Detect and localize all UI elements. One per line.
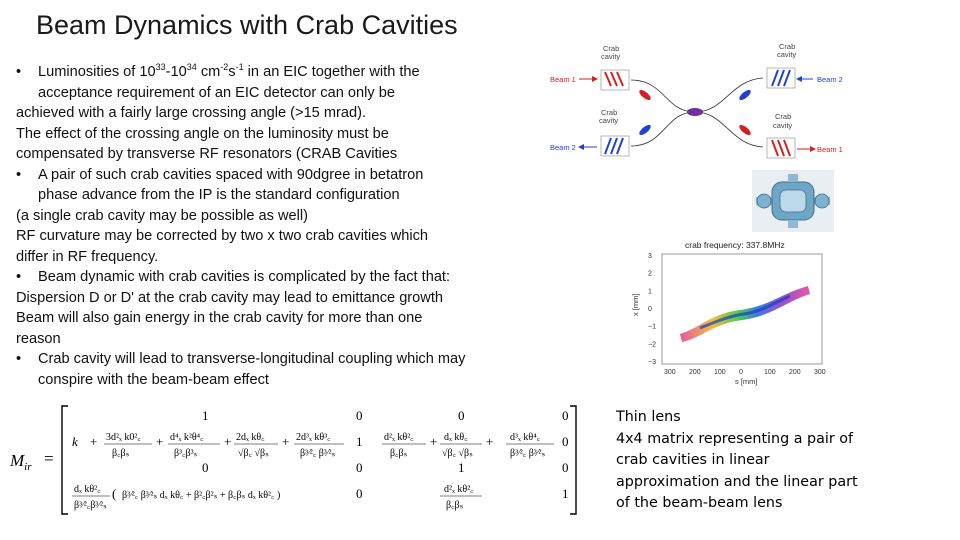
bunch-tl-c xyxy=(617,72,623,86)
svg-text:(: ( xyxy=(112,486,117,501)
svg-text:β³⁄²꜀ β³⁄²ₛ: β³⁄²꜀ β³⁄²ₛ xyxy=(300,448,336,459)
svg-text:+: + xyxy=(430,434,438,449)
bunch-incoming-1 xyxy=(638,88,653,102)
svg-text:+: + xyxy=(90,434,98,449)
svg-text:β³꜀β³ₛ: β³꜀β³ₛ xyxy=(174,448,198,459)
bunch-bl-a xyxy=(605,138,611,154)
matrix-row-3 xyxy=(202,460,569,475)
svg-text:0: 0 xyxy=(356,408,363,423)
beam1-label-left: Beam 1 xyxy=(550,75,576,84)
x-tick-labels xyxy=(664,369,826,376)
svg-text:0: 0 xyxy=(562,408,569,423)
bunch-incoming-2 xyxy=(638,123,653,137)
svg-text:k: k xyxy=(72,434,78,449)
matrix-row-4 xyxy=(72,484,569,511)
page-title: Beam Dynamics with Crab Cavities xyxy=(36,10,458,40)
y-tick-label: 0 xyxy=(648,306,652,313)
bullet-crab-pair: • A pair of such crab cavities spaced with 90dgree in betatron xyxy=(16,166,424,183)
cavity-label-tl: cavity xyxy=(601,52,621,61)
bracket-left xyxy=(62,406,68,514)
bullet-dot: • xyxy=(16,64,22,80)
bunch-tr-b xyxy=(778,70,784,86)
plot-frame xyxy=(662,254,822,364)
crab-cavity-photo xyxy=(752,170,834,232)
svg-text:β³⁄²꜀β³⁄²ₛ: β³⁄²꜀β³⁄²ₛ xyxy=(74,500,107,511)
crab-label-tr: Crab xyxy=(779,42,796,51)
svg-text:dₓ kθ꜀: dₓ kθ꜀ xyxy=(444,432,468,443)
note-line: 4x4 matrix representing a pair of xyxy=(616,430,854,447)
svg-text:1: 1 xyxy=(202,408,209,423)
svg-text:β꜀βₛ: β꜀βₛ xyxy=(390,448,408,459)
x-tick-label: 300 xyxy=(664,369,676,376)
bunch-br-b xyxy=(778,140,784,156)
cavity-label-tr: cavity xyxy=(777,50,797,59)
crab-cavity-matrix xyxy=(6,400,582,518)
text-line: The effect of the crossing angle on the luminosity must be xyxy=(16,125,389,142)
interaction-point-bunch xyxy=(687,108,703,116)
y-tick-label: 3 xyxy=(648,253,652,260)
bullet-luminosity: • Luminosities of $10^{33}-10^{34}$ $cm^{-2}s^{-1}$ in an EIC together with the xyxy=(16,62,556,83)
svg-text:√β꜀ √βₛ: √β꜀ √βₛ xyxy=(238,448,269,459)
svg-text:+: + xyxy=(224,434,232,449)
bunch-outgoing-1 xyxy=(738,123,753,137)
text-line: differ in RF frequency. xyxy=(16,248,159,265)
plot-title: crab frequency: 337.8MHz xyxy=(685,240,785,250)
y-tick-label: 1 xyxy=(648,288,652,296)
svg-text:+: + xyxy=(282,434,290,449)
note-line: of the beam-beam lens xyxy=(616,495,783,511)
bunch-tr-a xyxy=(784,70,790,86)
crab-frequency-plot xyxy=(631,236,840,386)
text-line: phase advance from the IP is the standard configuration xyxy=(38,187,400,203)
x-tick-label: 100 xyxy=(714,369,726,376)
svg-text:1: 1 xyxy=(458,460,465,475)
svg-text:1: 1 xyxy=(356,434,363,449)
bunch-br-a xyxy=(772,140,778,156)
svg-text:+: + xyxy=(156,434,164,449)
svg-text:0: 0 xyxy=(562,434,569,449)
matrix-row-1 xyxy=(202,408,569,423)
svg-text:d²ₓ kθ²꜀: d²ₓ kθ²꜀ xyxy=(384,432,414,443)
crab-label-bl: Crab xyxy=(601,108,618,117)
plot-ylabel: x [mm] xyxy=(631,293,640,316)
y-tick-label: −2 xyxy=(648,341,656,349)
note-line: crab cavities in linear xyxy=(616,452,770,468)
bunch-outgoing-2 xyxy=(738,88,753,102)
svg-text:0: 0 xyxy=(458,408,465,423)
body-text xyxy=(16,62,556,390)
y-tick-label: −1 xyxy=(648,323,656,331)
crab-label-br: Crab xyxy=(775,112,792,121)
x-tick-label: 100 xyxy=(764,369,776,376)
cavity-label-bl: cavity xyxy=(599,116,619,125)
x-tick-label: 200 xyxy=(789,369,801,376)
text-line: conspire with the beam-beam effect xyxy=(38,371,269,388)
svg-text:√β꜀ √βₛ: √β꜀ √βₛ xyxy=(442,448,473,459)
beam2-label-left: Beam 2 xyxy=(550,143,576,152)
svg-text:dₓ kθ²꜀: dₓ kθ²꜀ xyxy=(74,484,101,495)
text-line: achieved with a fairly large crossing angle (>15 mrad). xyxy=(16,105,367,121)
plot-xlabel: s [mm] xyxy=(735,377,758,386)
svg-text:d²ₓ kθ²꜀: d²ₓ kθ²꜀ xyxy=(444,484,474,495)
beam1-label-right: Beam 1 xyxy=(817,145,843,154)
crab-label-tl: Crab xyxy=(603,44,620,53)
svg-text:0: 0 xyxy=(202,460,209,475)
bracket-right xyxy=(570,406,576,514)
bunch-tr-c xyxy=(772,70,778,86)
y-tick-labels xyxy=(648,253,656,366)
svg-text:d⁴ₓ k²θ⁴꜀: d⁴ₓ k²θ⁴꜀ xyxy=(170,432,204,443)
svg-text:3d²ₓ k0²꜀: 3d²ₓ k0²꜀ xyxy=(106,432,141,443)
bullet-coupling: • Crab cavity will lead to transverse-longitudinal coupling which may xyxy=(16,351,466,367)
x-tick-label: 300 xyxy=(814,369,826,376)
beam2-label-right: Beam 2 xyxy=(817,75,843,84)
bullet-beam-dynamic: • Beam dynamic with crab cavities is complicated by the fact that: xyxy=(16,269,451,285)
note-line: approximation and the linear part xyxy=(616,473,858,490)
x-tick-label: 0 xyxy=(739,369,743,376)
svg-text:d³ₓ kθ⁴꜀: d³ₓ kθ⁴꜀ xyxy=(510,432,541,443)
bunch-bl-b xyxy=(611,138,617,154)
cavity-label-br: cavity xyxy=(773,121,793,130)
note-line: Thin lens xyxy=(616,409,681,425)
bunch-tl-a xyxy=(605,72,611,86)
svg-text:β꜀βₛ: β꜀βₛ xyxy=(446,500,464,511)
text-line: compensated by transverse RF resonators (CRAB Cavities xyxy=(16,146,398,162)
bunch-br-c xyxy=(784,140,790,156)
crab-crossing-diagram xyxy=(545,40,855,170)
matrix-equals: = xyxy=(44,449,54,468)
svg-text:β꜀βₛ: β꜀βₛ xyxy=(112,448,130,459)
svg-text:0: 0 xyxy=(356,486,363,501)
text-line: Beam will also gain energy in the crab cavity for more than one xyxy=(16,310,423,326)
matrix-row-2 xyxy=(72,432,569,459)
svg-text:0: 0 xyxy=(356,460,363,475)
svg-text:0: 0 xyxy=(562,460,569,475)
text-line: RF curvature may be corrected by two x two crab cavities which xyxy=(16,228,429,244)
text-line: Dispersion D or D' at the crab cavity may lead to emittance growth xyxy=(16,289,443,306)
y-tick-label: 2 xyxy=(648,270,652,278)
svg-text:β³⁄²꜀ β³⁄²ₛ: β³⁄²꜀ β³⁄²ₛ xyxy=(510,448,546,459)
y-tick-label: −3 xyxy=(648,359,656,366)
svg-text:2d³ₓ kθ³꜀: 2d³ₓ kθ³꜀ xyxy=(296,432,331,443)
svg-text:β³⁄²꜀ β³⁄²ₛ dₓ kθ꜀ + β²꜀β²ₛ +: β³⁄²꜀ β³⁄²ₛ dₓ kθ꜀ + β²꜀β²ₛ + β꜀βₛ dₓ kθ²꜀ ) xyxy=(122,490,281,501)
bunch-bl-c xyxy=(617,138,623,154)
matrix-lhs: $M_{ir}$ xyxy=(10,451,32,473)
text-line: acceptance requirement of an EIC detector can only be xyxy=(38,84,395,101)
note-text xyxy=(616,407,876,515)
bunch-tl-b xyxy=(611,72,617,86)
text-line: reason xyxy=(16,330,61,347)
x-tick-label: 200 xyxy=(689,369,701,376)
svg-text:+: + xyxy=(486,434,494,449)
svg-text:2dₓ kθ꜀: 2dₓ kθ꜀ xyxy=(236,432,265,443)
svg-text:1: 1 xyxy=(562,486,569,501)
text-line: (a single crab cavity may be possible as well) xyxy=(16,207,308,224)
